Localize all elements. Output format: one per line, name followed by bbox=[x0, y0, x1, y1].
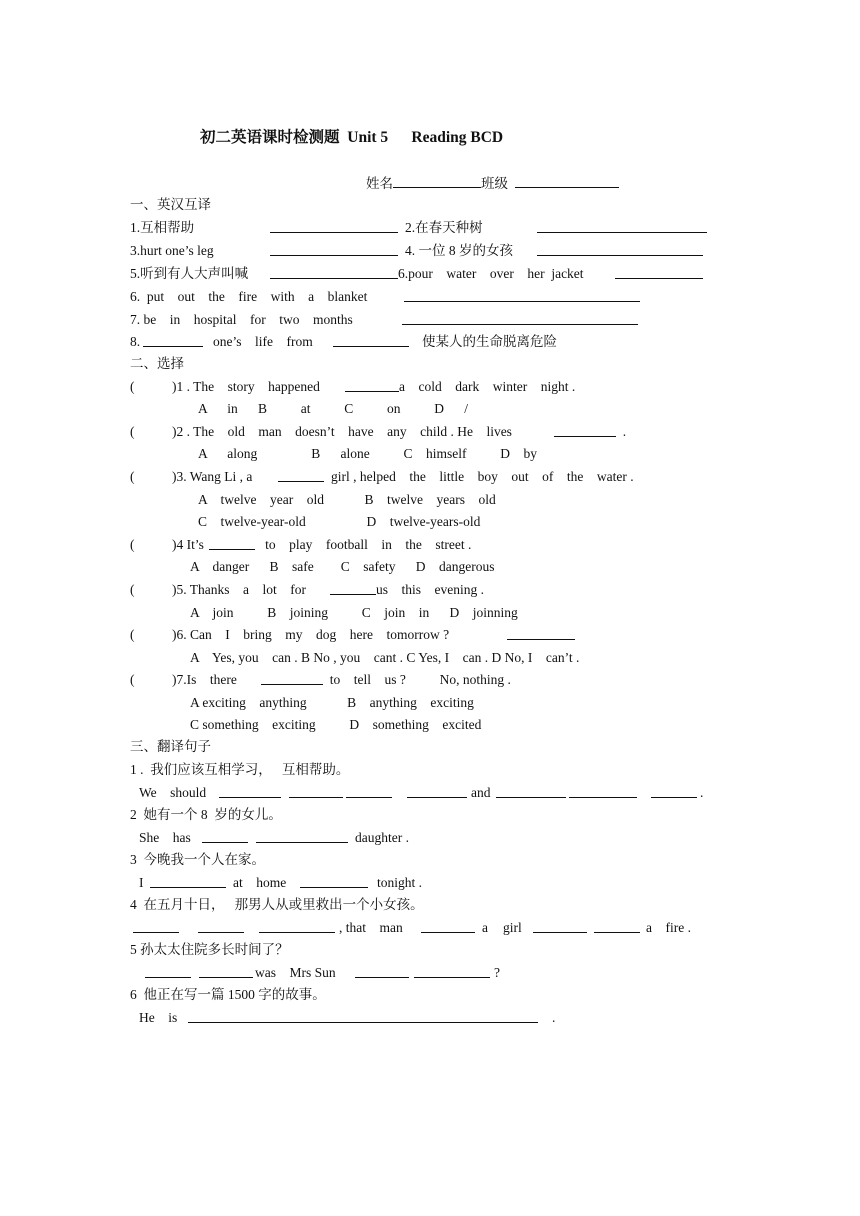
s1-item-9-mid: one’s life from bbox=[213, 334, 313, 349]
q7-text: )7.Is there bbox=[172, 672, 237, 687]
t3-at-home: at home bbox=[233, 875, 287, 890]
name-label: 姓名 bbox=[366, 176, 393, 191]
q3-paren: ( bbox=[130, 469, 135, 484]
q5-tail: us this evening . bbox=[376, 582, 484, 597]
s1-blank-7[interactable] bbox=[404, 288, 640, 302]
q6-text: )6. Can I bring my dog here tomorrow ? bbox=[172, 627, 450, 642]
class-blank[interactable] bbox=[515, 174, 619, 188]
s1-item-9-num: 8. bbox=[130, 334, 141, 349]
q3-options-2: C twelve-year-old D twelve-years-old bbox=[198, 514, 481, 529]
t4-blank-6[interactable] bbox=[594, 919, 640, 933]
name-blank[interactable] bbox=[393, 174, 481, 188]
t5-blank-3[interactable] bbox=[355, 964, 409, 978]
s1-blank-4[interactable] bbox=[537, 242, 703, 256]
q6-blank[interactable] bbox=[507, 626, 575, 640]
t4-blank-1[interactable] bbox=[133, 919, 179, 933]
t4-chinese: 4 在五月十日， 那男人从或里救出一个小女孩。 bbox=[130, 897, 424, 912]
s1-item-2: 2.在春天种树 bbox=[405, 220, 483, 235]
q1-blank[interactable] bbox=[345, 378, 399, 392]
q2-paren: ( bbox=[130, 424, 135, 439]
q5-paren: ( bbox=[130, 582, 135, 597]
t2-blank-1[interactable] bbox=[202, 829, 248, 843]
q7-options-2: C something exciting D something excited bbox=[190, 717, 482, 732]
s1-item-3: 3.hurt one’s leg bbox=[130, 243, 214, 258]
t2-daughter: daughter . bbox=[355, 830, 409, 845]
s1-blank-3[interactable] bbox=[270, 242, 398, 256]
s1-item-5: 5.听到有人大声叫喊 bbox=[130, 266, 249, 281]
t1-and: and bbox=[471, 785, 491, 800]
t1-blank-4[interactable] bbox=[407, 784, 467, 798]
t3-chinese: 3 今晚我一个人在家。 bbox=[130, 852, 265, 867]
t3-blank-2[interactable] bbox=[300, 874, 368, 888]
t5-question: ? bbox=[494, 965, 500, 980]
s1-blank-9b[interactable] bbox=[333, 333, 409, 347]
t5-chinese: 5 孙太太住院多长时间了？ bbox=[130, 942, 289, 957]
s1-item-1: 1.互相帮助 bbox=[130, 220, 195, 235]
t4-blank-4[interactable] bbox=[421, 919, 475, 933]
t1-blank-7[interactable] bbox=[651, 784, 697, 798]
page-title: 初二英语课时检测题 Unit 5 Reading BCD bbox=[200, 129, 504, 146]
t1-blank-3[interactable] bbox=[346, 784, 392, 798]
s1-blank-1[interactable] bbox=[270, 219, 398, 233]
t1-chinese: 1 . 我们应该互相学习， 互相帮助。 bbox=[130, 762, 350, 777]
t2-blank-2[interactable] bbox=[256, 829, 348, 843]
q1-text: )1 . The story happened bbox=[172, 379, 320, 394]
t3-tonight: tonight . bbox=[377, 875, 423, 890]
t1-blank-5[interactable] bbox=[496, 784, 566, 798]
q7-options-1: A exciting anything B anything exciting bbox=[190, 695, 474, 710]
t5-blank-4[interactable] bbox=[414, 964, 490, 978]
t6-blank[interactable] bbox=[188, 1009, 538, 1023]
t4-blank-2[interactable] bbox=[198, 919, 244, 933]
s1-item-4: 4. 一位 8 岁的女孩 bbox=[405, 243, 513, 258]
t3-english: I bbox=[139, 875, 144, 890]
t4-a-fire: a fire . bbox=[646, 920, 691, 935]
q4-blank[interactable] bbox=[209, 536, 255, 550]
s1-blank-5[interactable] bbox=[270, 265, 398, 279]
t6-chinese: 6 他正在写一篇 1500 字的故事。 bbox=[130, 987, 326, 1002]
q1-paren: ( bbox=[130, 379, 135, 394]
s1-item-9-right: 使某人的生命脱离危险 bbox=[422, 334, 557, 349]
name-class-line bbox=[366, 174, 619, 193]
q7-blank[interactable] bbox=[261, 671, 323, 685]
q2-text: )2 . The old man doesn’t have any child . He lives bbox=[172, 424, 512, 439]
section1-heading: 一、英汉互译 bbox=[130, 197, 211, 212]
s1-item-8: 7. be in hospital for two months bbox=[130, 312, 353, 327]
q3-options-1: A twelve year old B twelve years old bbox=[198, 492, 496, 507]
q3-tail: girl , helped the little boy out of the water . bbox=[331, 469, 634, 484]
s1-blank-2[interactable] bbox=[537, 219, 707, 233]
t4-blank-3[interactable] bbox=[259, 919, 335, 933]
q4-options: A danger B safe C safety D dangerous bbox=[190, 559, 495, 574]
t1-blank-1[interactable] bbox=[219, 784, 281, 798]
t4-that-man: , that man bbox=[339, 920, 403, 935]
t5-was: was Mrs Sun bbox=[255, 965, 336, 980]
q1-tail: a cold dark winter night . bbox=[399, 379, 576, 394]
q5-text: )5. Thanks a lot for bbox=[172, 582, 306, 597]
t1-blank-2[interactable] bbox=[289, 784, 343, 798]
section2-heading: 二、选择 bbox=[130, 356, 184, 371]
t4-a: a bbox=[482, 920, 488, 935]
q2-blank[interactable] bbox=[554, 423, 616, 437]
t6-period: . bbox=[552, 1010, 556, 1025]
t2-english: She has bbox=[139, 830, 191, 845]
q6-options: A Yes, you can . B No , you cant . C Yes, I can . D No, I can’t . bbox=[190, 650, 580, 665]
t5-blank-1[interactable] bbox=[145, 964, 191, 978]
t1-blank-6[interactable] bbox=[569, 784, 637, 798]
t3-blank-1[interactable] bbox=[150, 874, 226, 888]
q2-tail: . bbox=[616, 424, 627, 439]
s1-blank-9a[interactable] bbox=[143, 333, 203, 347]
q2-options: A along B alone C himself D by bbox=[198, 446, 537, 461]
q3-text: )3. Wang Li , a bbox=[172, 469, 253, 484]
t2-chinese: 2 她有一个 8 岁的女儿。 bbox=[130, 807, 282, 822]
s1-item-6: 6.pour water over her jacket bbox=[398, 266, 584, 281]
s1-blank-8[interactable] bbox=[402, 311, 638, 325]
class-label: 班级 bbox=[481, 176, 508, 191]
t6-english: He is bbox=[139, 1010, 178, 1025]
q7-tail: to tell us ? No, nothing . bbox=[323, 672, 511, 687]
q4-paren: ( bbox=[130, 537, 135, 552]
q5-options: A join B joining C join in D joinning bbox=[190, 605, 518, 620]
q1-options: A in B at C on D / bbox=[198, 401, 469, 416]
t5-blank-2[interactable] bbox=[199, 964, 253, 978]
t1-english: We should bbox=[139, 785, 207, 800]
t4-girl: girl bbox=[503, 920, 522, 935]
section3-heading: 三、翻译句子 bbox=[130, 739, 211, 754]
q7-paren: ( bbox=[130, 672, 135, 687]
s1-item-7: 6. put out the fire with a blanket bbox=[130, 289, 368, 304]
q5-blank[interactable] bbox=[330, 581, 376, 595]
s1-blank-6[interactable] bbox=[615, 265, 703, 279]
q4-text: )4 It’s bbox=[172, 537, 204, 552]
t1-period: . bbox=[700, 785, 704, 800]
q6-paren: ( bbox=[130, 627, 135, 642]
q3-blank[interactable] bbox=[278, 468, 324, 482]
q4-tail: to play football in the street . bbox=[255, 537, 472, 552]
t4-blank-5[interactable] bbox=[533, 919, 587, 933]
